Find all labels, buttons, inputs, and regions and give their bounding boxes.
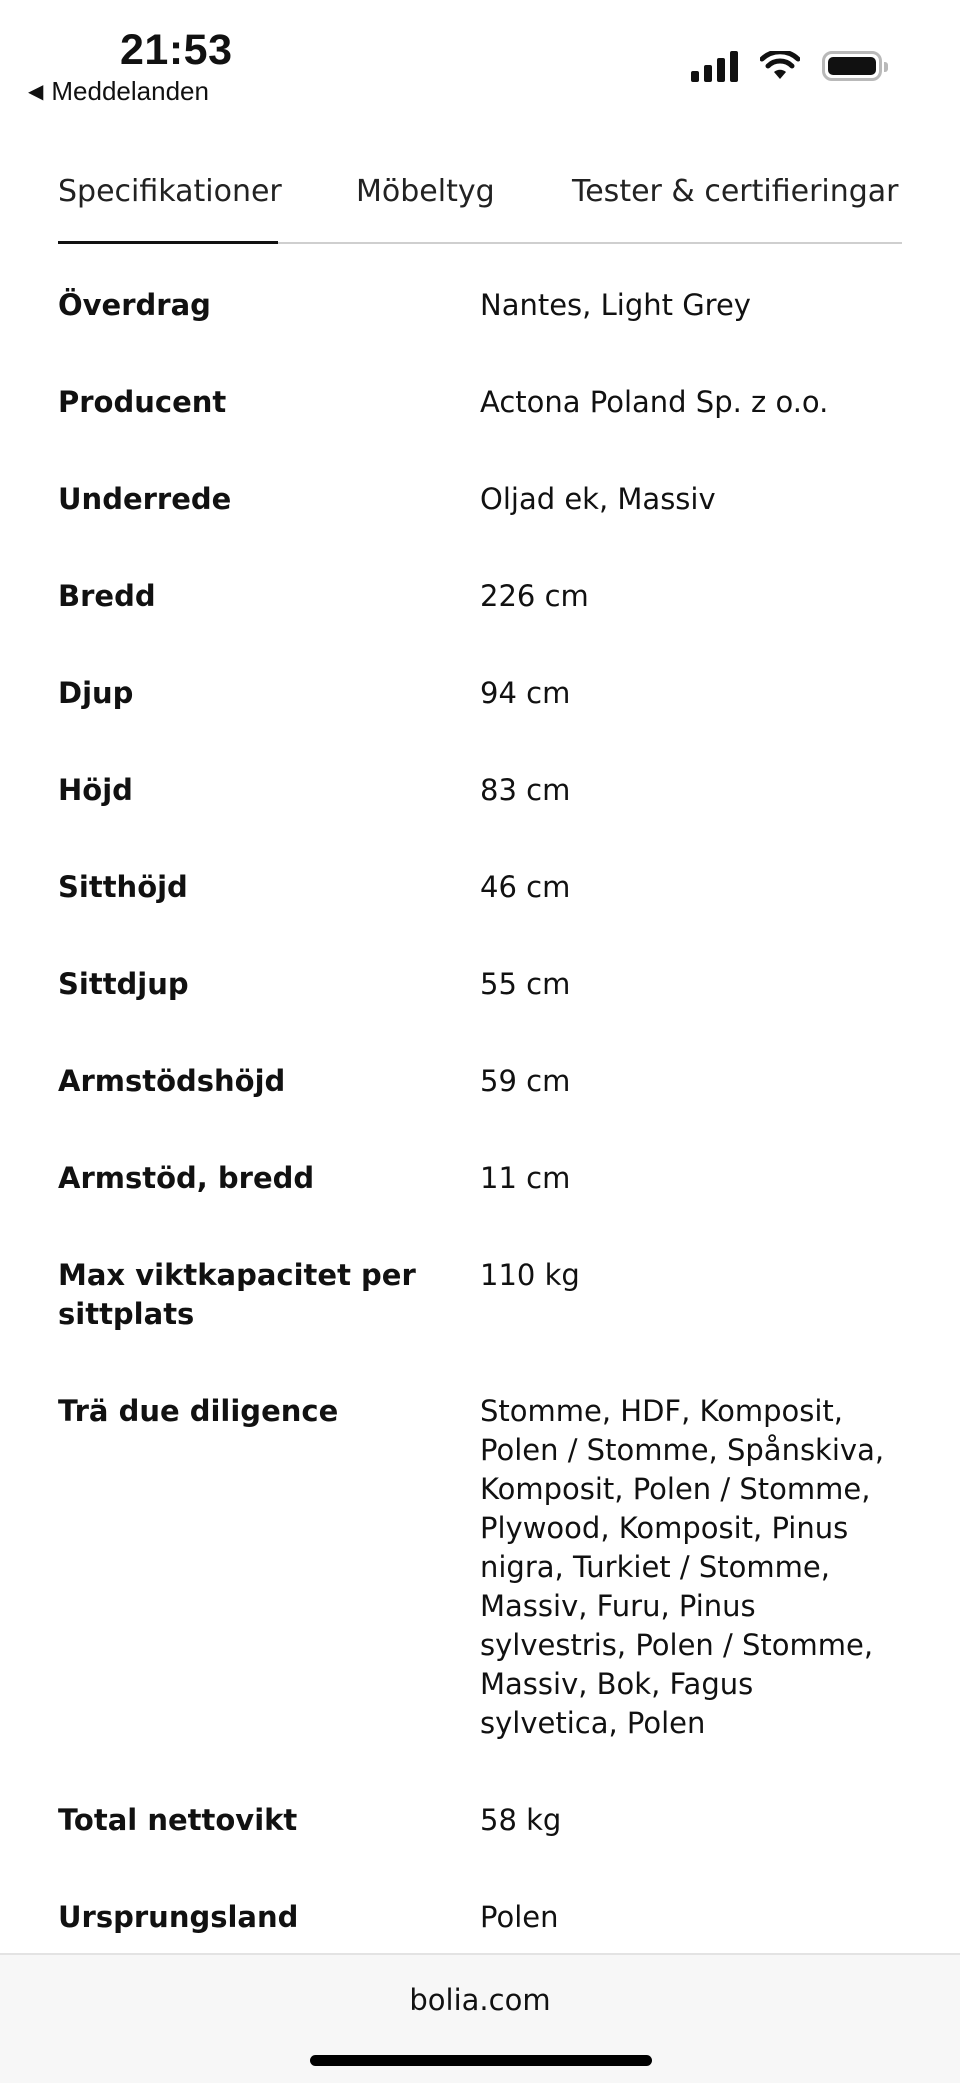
spec-row — [58, 771, 918, 810]
spec-value: Oljad ek, Massiv — [480, 482, 716, 516]
tab-mobeltyg[interactable]: Möbeltyg — [356, 174, 495, 209]
spec-row — [58, 965, 918, 1004]
spec-row — [58, 868, 918, 907]
spec-row — [58, 1256, 918, 1334]
spec-label: Producent — [58, 385, 227, 419]
site-url[interactable]: bolia.com — [409, 1983, 551, 2017]
tab-tester-certifieringar[interactable]: Tester & certifieringar — [572, 174, 899, 209]
status-bar — [0, 0, 960, 120]
spec-value: 11 cm — [480, 1161, 571, 1195]
spec-row — [58, 1062, 918, 1101]
spec-value: 110 kg — [480, 1258, 580, 1292]
spec-row — [58, 286, 918, 325]
back-to-app-link[interactable] — [28, 74, 209, 108]
spec-label: Sittdjup — [58, 967, 189, 1001]
spec-label: Djup — [58, 676, 134, 710]
spec-value: Stomme, HDF, Komposit, Polen / Stomme, Spånskiva, Komposit, Polen / Stomme, Plywood, Komposit, Pinus nigra, Turkiet / Stomme, Massiv, Furu, Pinus sylvestris, Polen / Stomme, Massiv, Bok, Fagus sylvetica, Polen — [480, 1394, 885, 1740]
spec-label: Sitthöjd — [58, 870, 188, 904]
home-indicator[interactable] — [310, 2055, 652, 2066]
spec-label: Max viktkapacitet per sittplats — [58, 1258, 416, 1331]
tab-bar — [58, 160, 902, 244]
spec-value: Polen — [480, 1900, 559, 1934]
spec-label: Underrede — [58, 482, 232, 516]
spec-label: Höjd — [58, 773, 133, 807]
spec-value: 226 cm — [480, 579, 589, 613]
spec-row — [58, 1801, 918, 1840]
spec-label: Bredd — [58, 579, 156, 613]
spec-label: Total nettovikt — [58, 1803, 298, 1837]
spec-value: 94 cm — [480, 676, 571, 710]
spec-value: 59 cm — [480, 1064, 571, 1098]
spec-value: 46 cm — [480, 870, 571, 904]
battery-icon — [822, 51, 882, 81]
spec-label: Armstödshöjd — [58, 1064, 286, 1098]
active-tab-indicator — [58, 241, 278, 244]
spec-value: 58 kg — [480, 1803, 562, 1837]
spec-row — [58, 577, 918, 616]
spec-row — [58, 1898, 918, 1937]
spec-value: 83 cm — [480, 773, 571, 807]
spec-label: Trä due diligence — [58, 1394, 339, 1428]
wifi-icon — [760, 51, 800, 81]
status-icons — [691, 50, 882, 82]
cellular-signal-icon — [691, 50, 738, 82]
spec-label: Armstöd, bredd — [58, 1161, 315, 1195]
spec-list — [58, 286, 918, 1995]
spec-label: Ursprungsland — [58, 1900, 299, 1934]
spec-value: Nantes, Light Grey — [480, 288, 751, 322]
tab-specifikationer[interactable]: Specifikationer — [58, 174, 282, 209]
spec-value: Actona Poland Sp. z o.o. — [480, 385, 829, 419]
status-time: 21:53 — [120, 26, 233, 74]
back-arrow-icon: ◀ — [28, 80, 44, 103]
spec-label: Överdrag — [58, 288, 211, 322]
spec-row — [58, 1392, 918, 1743]
browser-address-bar[interactable] — [0, 1953, 960, 2083]
back-link-label: Meddelanden — [51, 75, 209, 106]
spec-row — [58, 480, 918, 519]
spec-value: 55 cm — [480, 967, 571, 1001]
spec-row — [58, 1159, 918, 1198]
spec-row — [58, 383, 918, 422]
spec-row — [58, 674, 918, 713]
